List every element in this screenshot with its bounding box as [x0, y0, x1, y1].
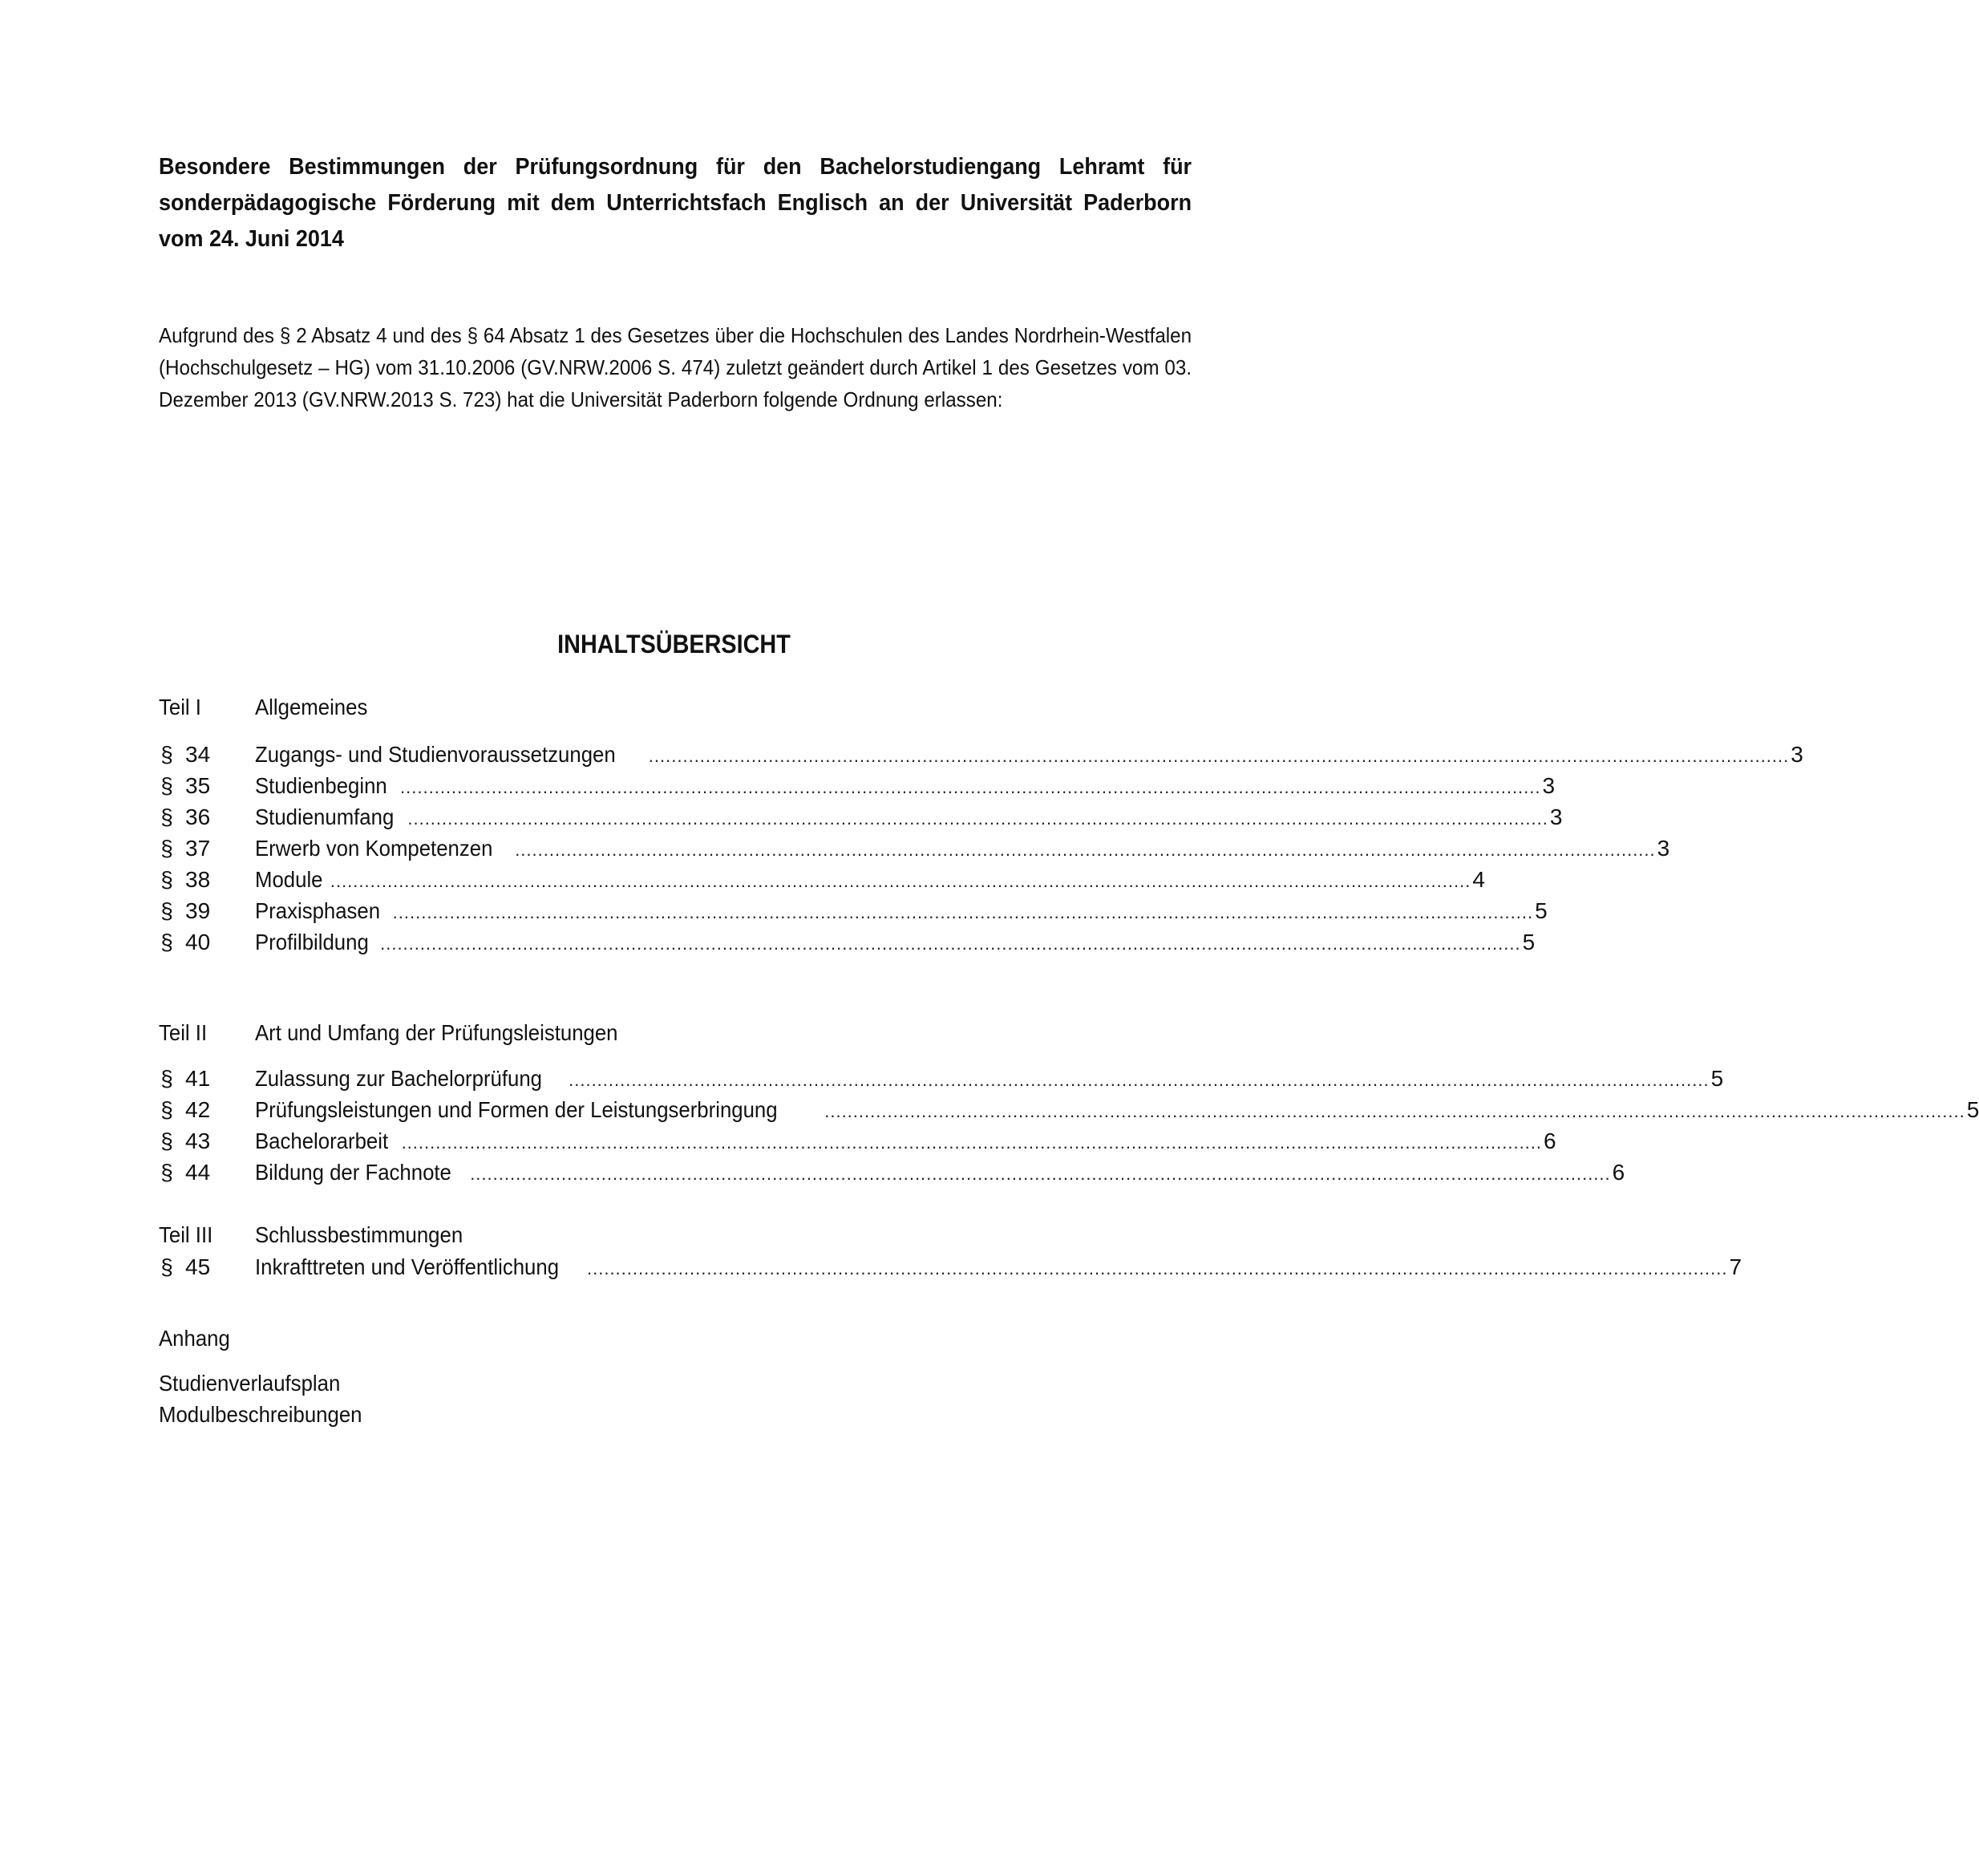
toc-entry-title: Zulassung zur Bachelorprüfung [255, 1066, 542, 1091]
section-sign: § [160, 836, 173, 861]
appendix-item-studienverlaufsplan[interactable]: Studienverlaufsplan [159, 1371, 341, 1396]
toc-entry[interactable] [159, 833, 1670, 864]
toc-entry-number: 41 [185, 1066, 211, 1091]
toc-entry-page: 3 [1657, 836, 1670, 861]
section-sign: § [160, 804, 173, 829]
toc-entry-number: 44 [185, 1160, 211, 1185]
toc-entry-page: 7 [1729, 1254, 1742, 1279]
leader-dots: ........................................................................................................................................................................................................ [392, 902, 1534, 922]
toc-entry-page: 5 [1522, 930, 1536, 954]
toc-entry-number: 37 [185, 836, 211, 861]
toc-entry[interactable] [159, 771, 1556, 801]
leader-dots: ........................................................................................................................................................................................................ [515, 840, 1656, 860]
toc-entry-number: 45 [185, 1254, 211, 1279]
toc-entry[interactable] [159, 896, 1548, 926]
leader-dots: ........................................................................................................................................................................................................ [824, 1101, 1965, 1121]
toc-entry-title: Inkrafttreten und Veröffentlichung [255, 1254, 560, 1279]
toc-part-title: Art und Umfang der Prüfungsleistungen [255, 1020, 618, 1045]
toc-entry-title: Profilbildung [255, 930, 369, 954]
section-sign: § [160, 930, 173, 954]
leader-dots: ........................................................................................................................................................................................................ [470, 1164, 1611, 1184]
toc-part-label: Teil III [159, 1222, 213, 1247]
toc-entry-title: Bachelorarbeit [255, 1128, 389, 1153]
section-sign: § [160, 898, 173, 923]
leader-dots: ........................................................................................................................................................................................................ [400, 777, 1541, 797]
section-sign: § [160, 1160, 173, 1185]
section-sign: § [160, 1097, 173, 1122]
preamble-paragraph: Aufgrund des § 2 Absatz 4 und des § 64 Absatz 1 des Gesetzes über die Hochschulen des Landes Nordrhein-Westfalen (Hochschulgesetz – HG) vom 31.10.2006 (GV.NRW.2006 S. 474) zuletzt geändert durch Artikel 1 des Gesetzes vom 03. Dezember 2013 (GV.NRW.2013 S. 723) hat die Universität Paderborn folgende Ordnung erlassen: [159, 323, 1192, 411]
document-title: Besondere Bestimmungen der Prüfungsordnung für den Bachelorstudiengang Lehramt für sonderpädagogische Förderung mit dem Unterrichtsfach Englisch an der Universität Paderborn vom 24. Juni 2014 [159, 154, 1192, 252]
leader-dots: ........................................................................................................................................................................................................ [648, 746, 1790, 766]
toc-entry-page: 4 [1472, 867, 1485, 892]
toc-entry-number: 40 [185, 930, 211, 954]
leader-dots: ........................................................................................................................................................................................................ [587, 1258, 1728, 1278]
leader-dots: ........................................................................................................................................................................................................ [401, 1132, 1543, 1153]
appendix-item-modulbeschreibungen[interactable]: Modulbeschreibungen [159, 1402, 362, 1427]
toc-heading: INHALTSÜBERSICHT [556, 630, 791, 658]
section-sign: § [160, 867, 173, 892]
toc-entry[interactable] [159, 927, 1536, 958]
section-sign: § [160, 1254, 173, 1279]
toc-entry[interactable] [159, 1095, 1979, 1125]
appendix-heading: Anhang [159, 1326, 230, 1351]
toc-entry[interactable] [159, 739, 1803, 770]
section-sign: § [160, 773, 173, 798]
section-sign: § [160, 1128, 173, 1153]
toc-entry-title: Bildung der Fachnote [255, 1160, 451, 1185]
toc-entry-number: 38 [185, 867, 211, 892]
leader-dots: ........................................................................................................................................................................................................ [380, 934, 1521, 954]
leader-dots: ........................................................................................................................................................................................................ [407, 808, 1548, 829]
toc-entry-page: 5 [1535, 898, 1548, 923]
section-sign: § [160, 1066, 173, 1091]
toc-entry-number: 42 [185, 1097, 211, 1122]
toc-entry-number: 35 [185, 773, 211, 798]
toc-entry-number: 43 [185, 1128, 211, 1153]
toc-entry-title: Praxisphasen [255, 898, 381, 923]
toc-part-label: Teil I [159, 695, 201, 719]
toc-entry-title: Module [255, 867, 323, 892]
toc-entry-number: 34 [185, 742, 211, 767]
toc-entry[interactable] [159, 802, 1563, 833]
toc-entry-number: 39 [185, 898, 211, 923]
toc-entry-title: Studienbeginn [255, 773, 387, 798]
section-sign: § [160, 742, 173, 767]
toc-entry[interactable] [159, 1157, 1625, 1188]
toc-entry-number: 36 [185, 804, 211, 829]
toc-entry-page: 3 [1549, 804, 1563, 829]
toc-part-title: Schlussbestimmungen [255, 1222, 463, 1247]
toc-entry[interactable] [159, 1064, 1724, 1094]
leader-dots: ........................................................................................................................................................................................................ [569, 1070, 1710, 1090]
toc-entry-page: 6 [1544, 1128, 1556, 1153]
toc-entry-page: 3 [1542, 773, 1556, 798]
toc-entry-title: Studienumfang [255, 804, 395, 829]
toc-entry-title: Erwerb von Kompetenzen [255, 836, 493, 861]
toc-entry[interactable] [159, 865, 1485, 895]
toc-entry[interactable] [159, 1252, 1742, 1282]
toc-entry[interactable] [159, 1126, 1556, 1157]
toc-part-title: Allgemeines [255, 695, 368, 719]
toc-entry-page: 6 [1612, 1160, 1625, 1185]
toc-part-label: Teil II [159, 1020, 208, 1045]
toc-entry-page: 5 [1710, 1066, 1724, 1091]
leader-dots: ........................................................................................................................................................................................................ [330, 871, 1471, 891]
toc-entry-page: 3 [1791, 742, 1803, 767]
toc-entry-title: Zugangs- und Studienvoraussetzungen [255, 742, 616, 767]
toc-entry-page: 5 [1966, 1097, 1979, 1122]
toc-entry-title: Prüfungsleistungen und Formen der Leistungserbringung [255, 1097, 778, 1122]
